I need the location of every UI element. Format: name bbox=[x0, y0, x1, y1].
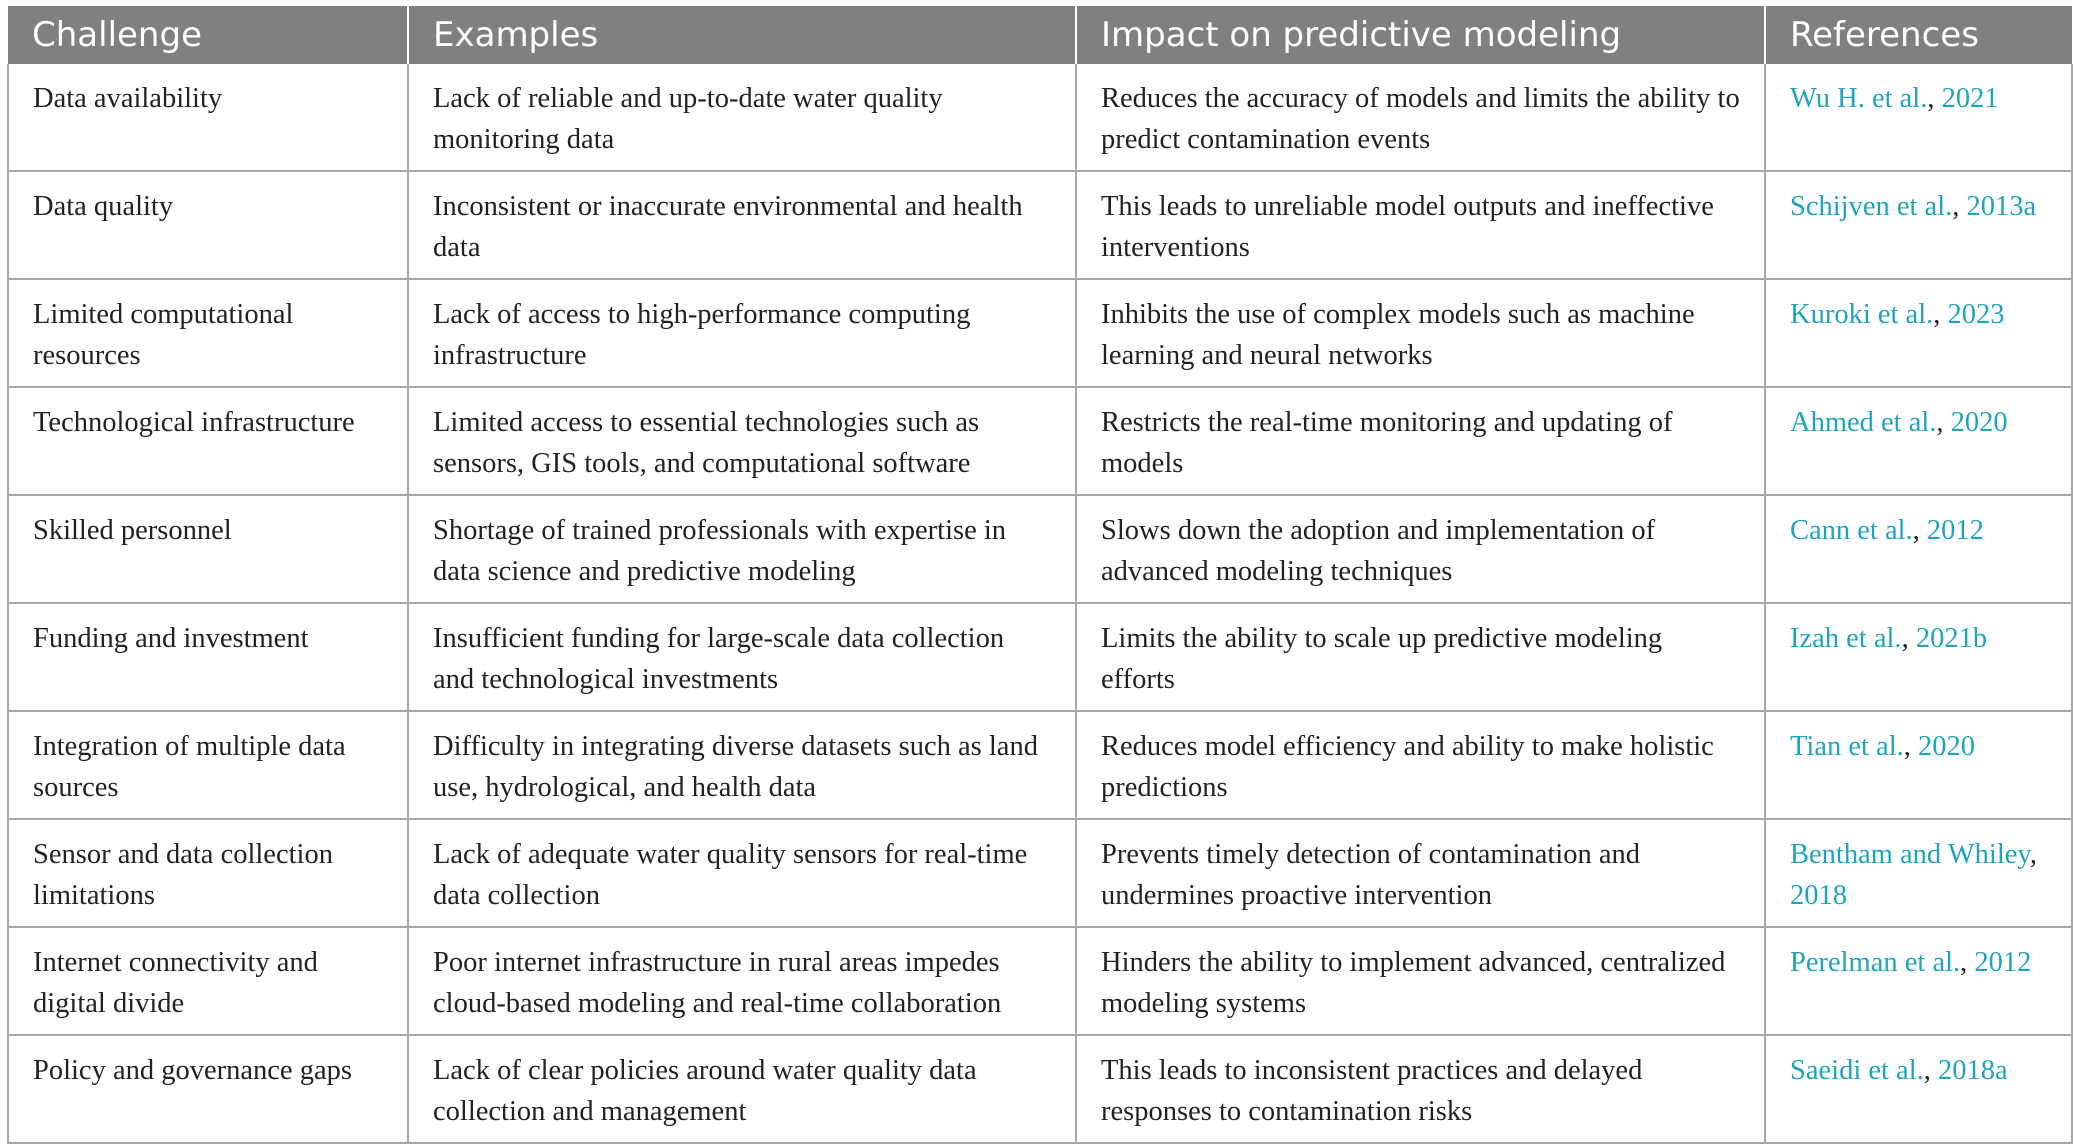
reference-cell bbox=[1765, 171, 2072, 279]
reference-year-link[interactable]: 2021b bbox=[1915, 623, 1988, 654]
reference-year-link[interactable]: 2012 bbox=[1926, 515, 1984, 546]
table-row bbox=[8, 171, 2072, 279]
reference-year-link[interactable]: 2023 bbox=[1947, 299, 2005, 330]
challenges-table bbox=[7, 6, 2073, 1144]
header-references: References bbox=[1765, 6, 2072, 64]
reference-author-link[interactable]: Izah et al. bbox=[1790, 623, 1902, 654]
example-cell: Inconsistent or inaccurate environmental and health data bbox=[408, 171, 1076, 279]
challenge-cell: Policy and governance gaps bbox=[8, 1035, 408, 1143]
table-row bbox=[8, 1035, 2072, 1143]
reference-cell bbox=[1765, 64, 2072, 171]
reference-separator: , bbox=[1933, 299, 1948, 330]
challenge-cell: Integration of multiple data sources bbox=[8, 711, 408, 819]
example-cell: Lack of reliable and up-to-date water quality monitoring data bbox=[408, 64, 1076, 171]
reference-separator: , bbox=[1901, 623, 1916, 654]
example-cell: Lack of clear policies around water quality data collection and management bbox=[408, 1035, 1076, 1143]
example-cell: Insufficient funding for large-scale data collection and technological investments bbox=[408, 603, 1076, 711]
reference-cell bbox=[1765, 603, 2072, 711]
reference-year-link[interactable]: 2020 bbox=[1918, 731, 1975, 762]
table-header-row bbox=[8, 6, 2072, 64]
reference-separator: , bbox=[2029, 839, 2037, 870]
example-cell: Poor internet infrastructure in rural areas impedes cloud-based modeling and real-time collaboration bbox=[408, 927, 1076, 1035]
table-row bbox=[8, 711, 2072, 819]
example-cell: Limited access to essential technologies such as sensors, GIS tools, and computational software bbox=[408, 387, 1076, 495]
reference-author-link[interactable]: Saeidi et al. bbox=[1790, 1055, 1924, 1086]
challenge-cell: Data quality bbox=[8, 171, 408, 279]
impact-cell: This leads to inconsistent practices and delayed responses to contamination risks bbox=[1076, 1035, 1765, 1143]
table-row bbox=[8, 495, 2072, 603]
reference-year-link[interactable]: 2021 bbox=[1941, 83, 1999, 114]
reference-author-link[interactable]: Cann et al. bbox=[1790, 515, 1913, 546]
impact-cell: Restricts the real-time monitoring and updating of models bbox=[1076, 387, 1765, 495]
reference-separator: , bbox=[1927, 83, 1942, 114]
challenge-cell: Limited computational resources bbox=[8, 279, 408, 387]
reference-author-link[interactable]: Bentham and Whiley bbox=[1790, 839, 2030, 870]
reference-author-link[interactable]: Tian et al. bbox=[1790, 731, 1904, 762]
challenge-cell: Skilled personnel bbox=[8, 495, 408, 603]
challenge-cell: Sensor and data collection limitations bbox=[8, 819, 408, 927]
reference-separator: , bbox=[1903, 731, 1918, 762]
reference-separator: , bbox=[1952, 191, 1967, 222]
impact-cell: Hinders the ability to implement advanced, centralized modeling systems bbox=[1076, 927, 1765, 1035]
impact-cell: This leads to unreliable model outputs and ineffective interventions bbox=[1076, 171, 1765, 279]
header-examples: Examples bbox=[408, 6, 1076, 64]
reference-year-link[interactable]: 2013a bbox=[1966, 191, 2037, 222]
table-row bbox=[8, 64, 2072, 171]
example-cell: Lack of access to high-performance computing infrastructure bbox=[408, 279, 1076, 387]
table-row bbox=[8, 819, 2072, 927]
example-cell: Shortage of trained professionals with expertise in data science and predictive modeling bbox=[408, 495, 1076, 603]
impact-cell: Limits the ability to scale up predictive modeling efforts bbox=[1076, 603, 1765, 711]
reference-year-link[interactable]: 2018 bbox=[1790, 880, 1847, 911]
reference-cell bbox=[1765, 927, 2072, 1035]
reference-separator: , bbox=[1912, 515, 1927, 546]
reference-cell bbox=[1765, 819, 2072, 927]
reference-year-link[interactable]: 2018a bbox=[1938, 1055, 2008, 1086]
reference-cell bbox=[1765, 1035, 2072, 1143]
challenge-cell: Internet connectivity and digital divide bbox=[8, 927, 408, 1035]
impact-cell: Slows down the adoption and implementation of advanced modeling techniques bbox=[1076, 495, 1765, 603]
reference-author-link[interactable]: Ahmed et al. bbox=[1790, 407, 1937, 438]
header-impact: Impact on predictive modeling bbox=[1076, 6, 1765, 64]
reference-year-link[interactable]: 2012 bbox=[1974, 947, 2032, 978]
table-row bbox=[8, 603, 2072, 711]
reference-separator: , bbox=[1960, 947, 1975, 978]
table-body bbox=[8, 64, 2072, 1143]
header-challenge: Challenge bbox=[8, 6, 408, 64]
challenge-cell: Data availability bbox=[8, 64, 408, 171]
challenges-table-container bbox=[7, 6, 2071, 1144]
reference-cell bbox=[1765, 279, 2072, 387]
reference-author-link[interactable]: Kuroki et al. bbox=[1790, 299, 1934, 330]
table-row bbox=[8, 927, 2072, 1035]
reference-cell bbox=[1765, 495, 2072, 603]
challenge-cell: Funding and investment bbox=[8, 603, 408, 711]
impact-cell: Prevents timely detection of contamination and undermines proactive intervention bbox=[1076, 819, 1765, 927]
example-cell: Difficulty in integrating diverse datasets such as land use, hydrological, and health data bbox=[408, 711, 1076, 819]
reference-author-link[interactable]: Schijven et al. bbox=[1790, 191, 1953, 222]
reference-year-link[interactable]: 2020 bbox=[1950, 407, 2008, 438]
reference-cell bbox=[1765, 711, 2072, 819]
reference-author-link[interactable]: Wu H. et al. bbox=[1790, 83, 1928, 114]
reference-separator: , bbox=[1923, 1055, 1938, 1086]
table-row bbox=[8, 279, 2072, 387]
impact-cell: Reduces the accuracy of models and limits the ability to predict contamination events bbox=[1076, 64, 1765, 171]
impact-cell: Inhibits the use of complex models such as machine learning and neural networks bbox=[1076, 279, 1765, 387]
reference-cell bbox=[1765, 387, 2072, 495]
example-cell: Lack of adequate water quality sensors for real-time data collection bbox=[408, 819, 1076, 927]
challenge-cell: Technological infrastructure bbox=[8, 387, 408, 495]
reference-separator: , bbox=[1936, 407, 1951, 438]
impact-cell: Reduces model efficiency and ability to make holistic predictions bbox=[1076, 711, 1765, 819]
reference-author-link[interactable]: Perelman et al. bbox=[1790, 947, 1961, 978]
table-row bbox=[8, 387, 2072, 495]
